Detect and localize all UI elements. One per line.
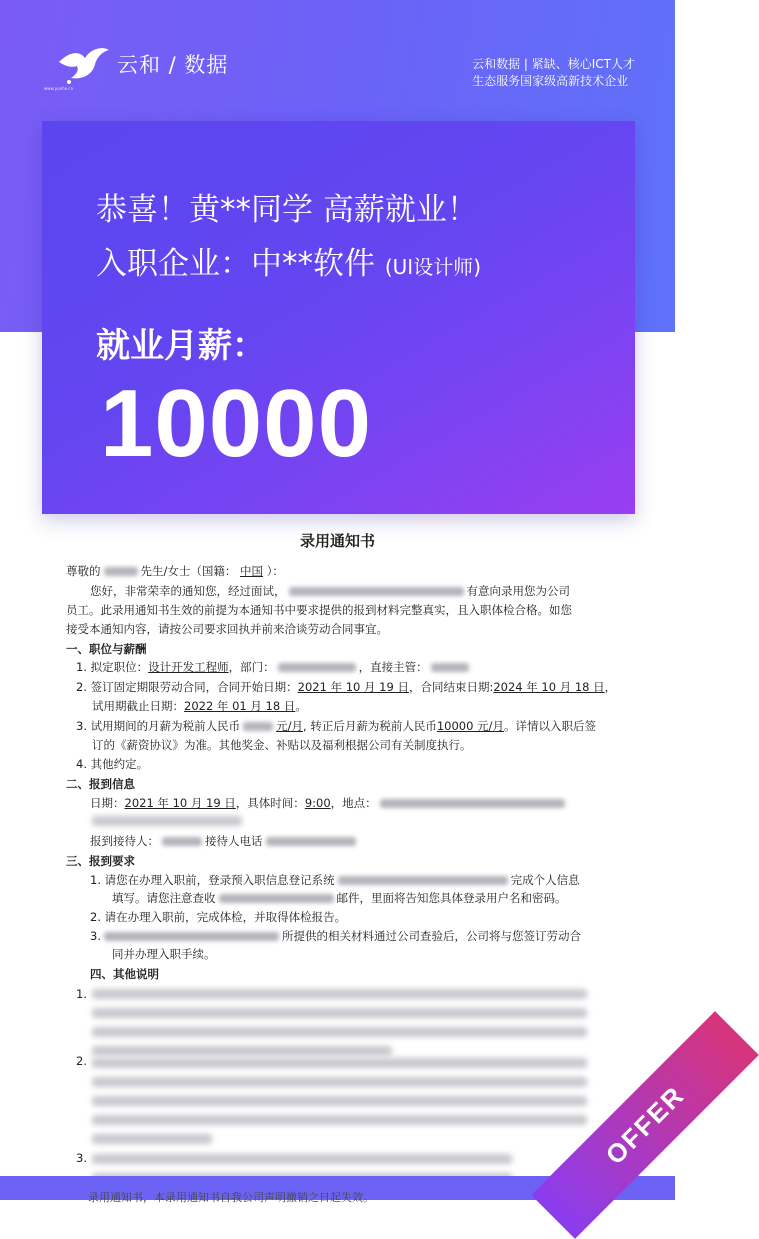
item-text-2: 接待人电话 bbox=[205, 834, 263, 848]
redacted-address-cont bbox=[92, 816, 242, 826]
list-item-cont bbox=[92, 697, 307, 715]
employer-name: 入职企业：中**软件 bbox=[96, 246, 375, 282]
trial-end-date: 2022 年 01 月 18 日 bbox=[184, 699, 296, 713]
redacted-email bbox=[219, 894, 334, 903]
item-text-3: ，地点： bbox=[330, 796, 377, 810]
greeting-line bbox=[66, 562, 284, 580]
report-date: 2021 年 10 月 19 日 bbox=[124, 796, 236, 810]
offer-label: OFFER bbox=[599, 1079, 690, 1170]
paragraph-line: 接受本通知内容，请按公司要求回执并前来洽谈劳动合同事宜。 bbox=[66, 622, 388, 636]
item-text: 报到接待人： bbox=[90, 834, 159, 848]
bird-logo-icon bbox=[55, 44, 111, 84]
item-text-unit: 元/月 bbox=[276, 719, 304, 733]
hero-card bbox=[42, 121, 635, 514]
redacted-paragraph bbox=[92, 989, 587, 999]
job-role: (UI设计师) bbox=[384, 255, 482, 279]
item-text-2: ，合同结束日期: bbox=[408, 680, 494, 694]
item-text-2: 所提供的相关材料通过公司查验后，公司将与您签订劳动合 bbox=[281, 929, 581, 943]
redacted-phone bbox=[266, 837, 356, 846]
redacted-name bbox=[104, 567, 138, 576]
greeting-text: 尊敬的 bbox=[66, 564, 101, 578]
regular-salary: 10000 元/月 bbox=[436, 719, 504, 733]
congrats-headline: 恭喜！黄**同学 高薪就业！ bbox=[96, 192, 478, 228]
redacted-contact bbox=[162, 837, 202, 846]
redacted-department bbox=[278, 663, 356, 672]
footer-text: 录用通知书，本录用通知书自我公司声明撤销之日起失效。 bbox=[88, 1191, 374, 1204]
company-slogan bbox=[472, 56, 635, 90]
report-contact-line bbox=[90, 832, 359, 850]
item-text: 试用期截止日期： bbox=[92, 699, 184, 713]
greeting-text-2: 先生/女士（国籍： bbox=[140, 564, 237, 578]
list-item: 2. 请在办理入职前，完成体检，并取得体检报告。 bbox=[90, 910, 347, 924]
item-text: 日期： bbox=[90, 796, 125, 810]
section-heading: 四、其他说明 bbox=[90, 967, 159, 981]
section-heading: 三、报到要求 bbox=[66, 854, 135, 868]
report-time: 9:00 bbox=[304, 796, 331, 810]
redacted-text bbox=[104, 932, 279, 941]
redacted-paragraph bbox=[92, 1154, 512, 1164]
list-item-cont bbox=[112, 889, 567, 907]
redacted-trial-salary bbox=[243, 722, 273, 731]
position-value: 设计开发工程师 bbox=[148, 660, 229, 674]
brand-name: 云和 / 数据 bbox=[117, 53, 229, 77]
list-item bbox=[76, 717, 596, 735]
redacted-supervisor bbox=[431, 663, 469, 672]
section-heading: 二、报到信息 bbox=[66, 777, 135, 791]
redacted-url bbox=[338, 876, 508, 885]
item-text: 1. 请您在办理入职前，登录预入职信息登记系统 bbox=[90, 873, 335, 887]
greeting-text-3: ）： bbox=[266, 564, 284, 578]
list-item bbox=[90, 871, 580, 889]
paragraph-line: 员工。此录用通知书生效的前提为本通知书中要求提供的报到材料完整真实，且入职体检合格。如您 bbox=[66, 603, 572, 617]
item-text-2: ，具体时间： bbox=[235, 796, 305, 810]
item-text: 3. bbox=[90, 929, 101, 943]
item-text-3: ，直接主管： bbox=[358, 660, 428, 674]
redacted-address bbox=[380, 799, 565, 808]
list-item-cont: 同并办理入职手续。 bbox=[112, 947, 216, 961]
redacted-paragraph bbox=[92, 1008, 587, 1018]
item-text: 3. 试用期间的月薪为税前人民币 bbox=[76, 719, 241, 733]
p1-text-2: 有意向录用您为公司 bbox=[466, 584, 570, 598]
list-item-number: 1. bbox=[76, 987, 87, 1001]
report-info-line bbox=[90, 794, 568, 812]
item-text: 填写。请您注意查收 bbox=[112, 891, 216, 905]
item-text: 1. 拟定职位： bbox=[76, 660, 149, 674]
brand-url: www.yunhe.cn bbox=[44, 86, 74, 91]
redacted-paragraph bbox=[92, 1046, 392, 1056]
list-item bbox=[76, 678, 616, 696]
list-item: 4. 其他约定。 bbox=[76, 757, 149, 771]
nationality: 中国 bbox=[240, 564, 264, 578]
salary-value: 10000 bbox=[100, 370, 372, 477]
offer-ribbon-band bbox=[531, 1011, 759, 1239]
letter-title: 录用通知书 bbox=[299, 532, 375, 550]
item-text-2: , 转正后月薪为税前人民币 bbox=[303, 719, 437, 733]
item-text-2: 。 bbox=[295, 699, 307, 713]
salary-label: 就业月薪： bbox=[96, 326, 266, 366]
offer-ribbon bbox=[495, 1020, 690, 1200]
list-item-number: 3. bbox=[76, 1151, 87, 1165]
employer-headline bbox=[96, 238, 481, 283]
p1-text: 您好，非常荣幸的通知您，经过面试， bbox=[90, 584, 286, 598]
item-text-3: 。详情以入职后签 bbox=[503, 719, 596, 733]
item-text-3: ， bbox=[604, 680, 617, 694]
redacted-paragraph bbox=[92, 1134, 212, 1144]
paragraph-line bbox=[90, 582, 570, 600]
list-item bbox=[90, 927, 581, 945]
item-text-2: 邮件，里面将告知您具体登录用户名和密码。 bbox=[336, 891, 567, 905]
list-item bbox=[76, 658, 472, 676]
contract-end-date: 2024 年 10 月 18 日 bbox=[493, 680, 605, 694]
section-heading: 一、职位与薪酬 bbox=[66, 642, 147, 656]
item-text-2: ，部门： bbox=[228, 660, 275, 674]
list-item-cont: 订的《薪资协议》为准。其他奖金、补贴以及福利根据公司有关制度执行。 bbox=[92, 738, 472, 752]
slogan-line-2: 生态服务国家级高新技术企业 bbox=[472, 74, 629, 88]
slogan-line-1: 云和数据 | 紧缺、核心ICT人才 bbox=[472, 57, 635, 71]
brand-logo bbox=[55, 44, 228, 84]
contract-start-date: 2021 年 10 月 19 日 bbox=[297, 680, 409, 694]
list-item-number: 2. bbox=[76, 1054, 87, 1068]
item-text-2: 完成个人信息 bbox=[510, 873, 580, 887]
item-text: 2. 签订固定期限劳动合同，合同开始日期： bbox=[76, 680, 298, 694]
redacted-company bbox=[289, 587, 464, 596]
